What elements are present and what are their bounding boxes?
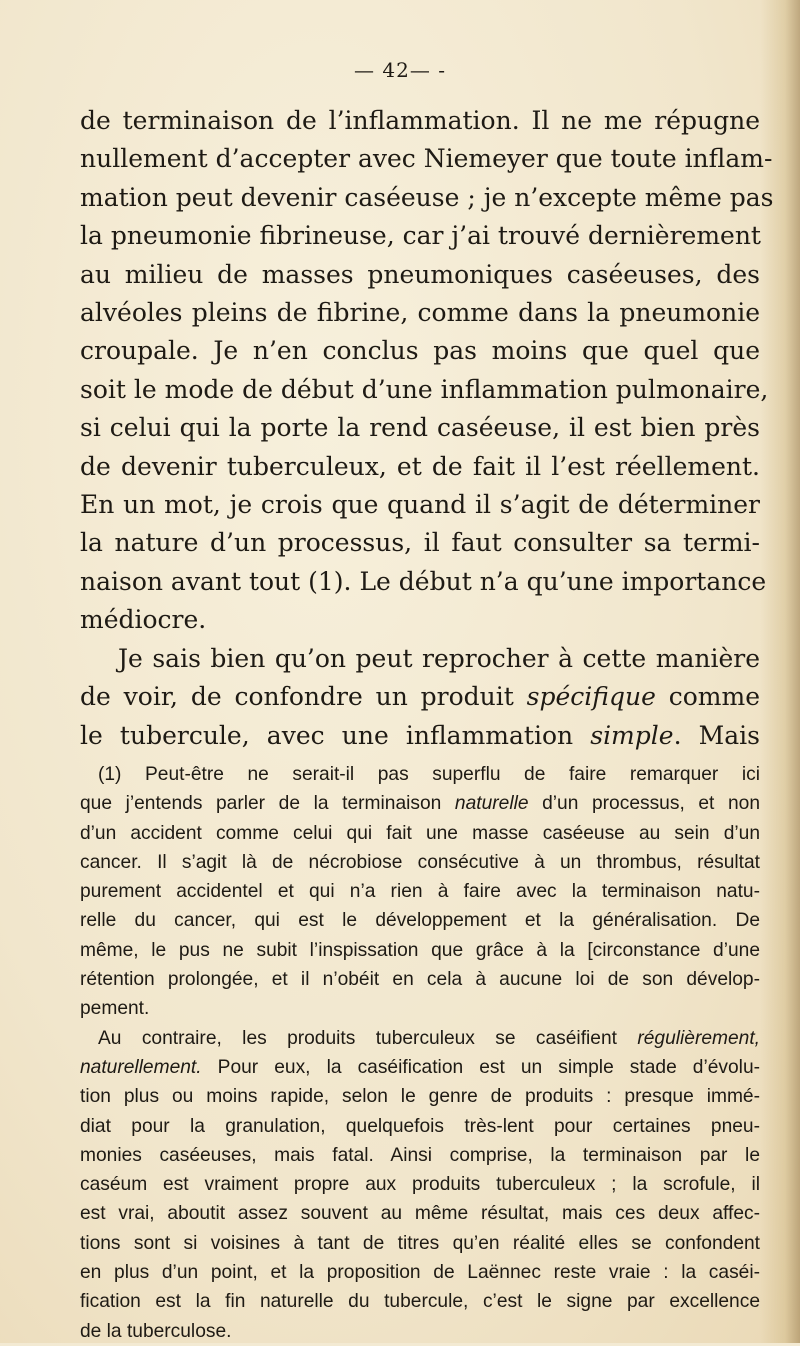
text-line: croupale. Je n’en conclus pas moins que quel que	[80, 336, 760, 366]
text-line: nullement d’accepter avec Niemeyer que toute inflam-	[80, 144, 773, 174]
text-line: la nature d’un processus, il faut consulter sa termi-	[80, 528, 760, 558]
text-line: de devenir tuberculeux, et de fait il l’est réellement.	[80, 451, 760, 481]
footnote-line: tions sont si voisines à tant de titres qu’en réalité elles se confondent	[80, 1232, 760, 1254]
text-line: de voir, de confondre un produit spécifique comme	[80, 682, 760, 712]
footnote-line: diat pour la granulation, quelquefois très-lent pour certaines pneu-	[80, 1115, 760, 1137]
text-line: de terminaison de l’inflammation. Il ne me répugne	[80, 106, 760, 135]
text-line: En un mot, je crois que quand il s’agit de déterminer	[80, 490, 760, 520]
text-line: la pneumonie fibrineuse, car j’ai trouvé dernièrement	[80, 221, 761, 251]
text-line: si celui qui la porte la rend caséeuse, il est bien près	[80, 413, 760, 443]
footnote-line: en plus d’un point, et la proposition de Laënnec reste vraie : la caséi-	[80, 1262, 760, 1284]
main-text-block	[80, 102, 774, 755]
footnote-line: pement.	[80, 998, 150, 1020]
footnote-line: de la tuberculose.	[80, 1320, 232, 1342]
text-line: le tubercule, avec une inflammation simple. Mais	[80, 720, 760, 750]
footnote-line: est vrai, aboutit assez souvent au même résultat, mais ces deux affec-	[80, 1203, 760, 1225]
footnote-line: purement accidentel et qui n’a rien à faire avec la terminaison natu-	[80, 881, 760, 903]
text-line: mation peut devenir caséeuse ; je n’excepte même pas	[80, 182, 774, 212]
footnote-line: monies caséeuses, mais fatal. Ainsi comprise, la terminaison par le	[80, 1144, 760, 1166]
footnote-line: naturellement. Pour eux, la caséification est un simple stade d’évolu-	[80, 1056, 760, 1078]
footnote-line: fication est la fin naturelle du tubercule, c’est le signe par excellence	[80, 1291, 760, 1313]
footnote-block	[80, 760, 760, 1346]
footnote-line: que j’entends parler de la terminaison naturelle d’un processus, et non	[80, 793, 760, 815]
footnote-line: d’un accident comme celui qui fait une masse caséeuse au sein d’un	[80, 822, 760, 844]
footnote-line: même, le pus ne subit l’inspissation que grâce à la [circonstance d’une	[80, 939, 760, 961]
footnote-line: relle du cancer, qui est le développement et la généralisation. De	[80, 910, 760, 932]
footnote-line: caséum est vraiment propre aux produits tuberculeux ; la scrofule, il	[80, 1174, 760, 1196]
footnote-line: Au contraire, les produits tuberculeux se caséifient régulièrement,	[98, 1027, 760, 1049]
text-line: alvéoles pleins de fibrine, comme dans la pneumonie	[80, 298, 760, 328]
text-line: au milieu de masses pneumoniques caséeuses, des	[80, 259, 760, 289]
text-line: médiocre.	[80, 605, 207, 635]
text-line: naison avant tout (1). Le début n’a qu’une importance	[80, 566, 767, 596]
footnote-line: cancer. Il s’agit là de nécrobiose consécutive à un thrombus, résultat	[80, 851, 760, 873]
footnote-line: tion plus ou moins rapide, selon le genre de produits : presque immé-	[80, 1086, 760, 1108]
text-line: Je sais bien qu’on peut reprocher à cette manière	[118, 643, 760, 673]
page-number: — 42— ‑	[354, 58, 446, 82]
footnote-line: rétention prolongée, et il n’obéit en cela à aucune loi de son dévelop-	[80, 969, 760, 991]
footnote-line: (1) Peut-être ne serait-il pas superflu de faire remarquer ici	[98, 764, 760, 785]
text-line: soit le mode de début d’une inflammation pulmonaire,	[80, 374, 769, 404]
